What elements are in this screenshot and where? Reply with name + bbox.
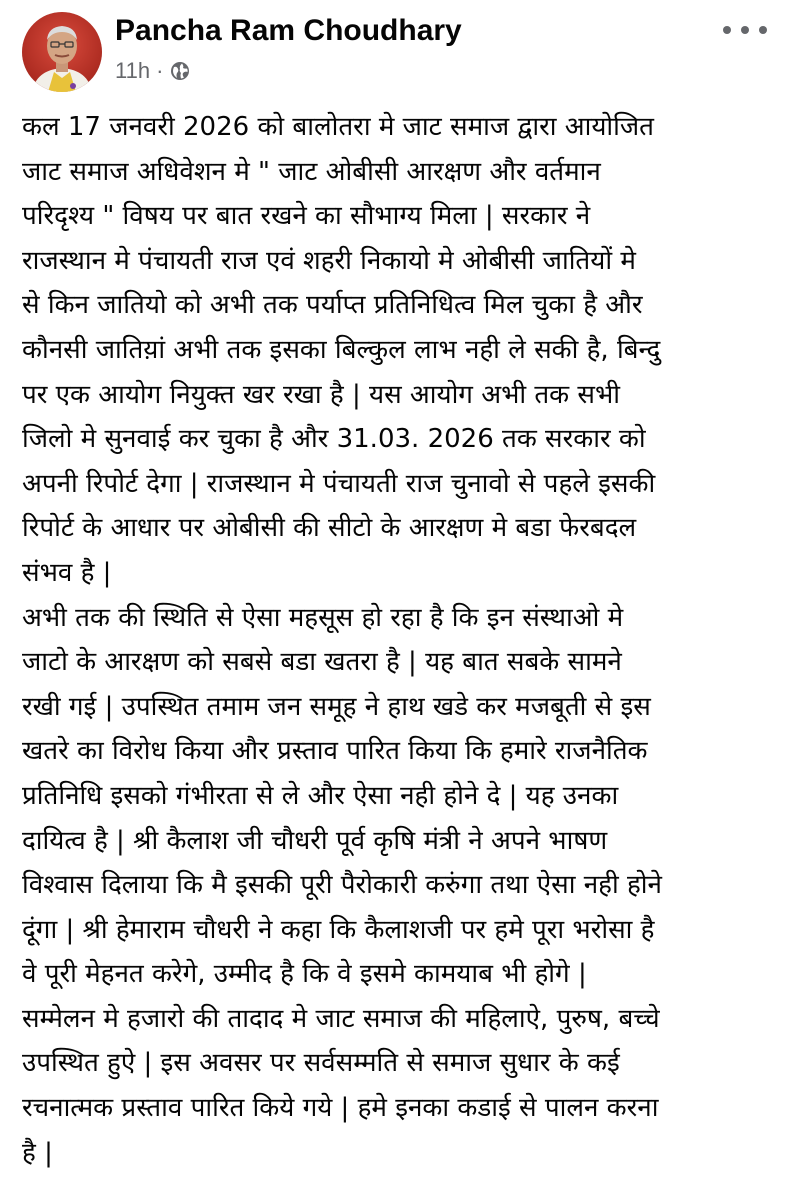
meta-separator: · [156, 58, 164, 83]
more-options-button[interactable] [723, 18, 767, 42]
avatar-image [22, 12, 102, 92]
post-text [22, 105, 767, 1175]
author-name[interactable]: Pancha Ram Choudhary [115, 14, 462, 47]
post-timestamp[interactable]: 11h [115, 58, 151, 83]
more-horizontal-icon [723, 26, 731, 34]
post-meta [115, 56, 190, 86]
post-paragraph: कल 17 जनवरी 2026 को बालोतरा मे जाट समाज द्वारा आयोजित जाट समाज अधिवेशन मे " जाट ओबीसी आरक्षण और वर्तमान परिदृश्य " विषय पर बात रखने का सौभाग्य मिला | सरकार ने राजस्थान मे पंचायती राज एवं शहरी निकायो मे ओबीसी जातियों मे से किन जातियो को अभी तक पर्याप्त प्रतिनिधित्व मिल चुका है और कौनसी जातिय़ां अभी तक इसका बिल्कुल लाभ नही ले सकी है, बिन्दु पर एक आयोग नियुक्त खर रखा है | यस आयोग अभी तक सभी जिलो मे सुनवाई कर चुका है और 31.03. 2026 तक सरकार को अपनी रिपोर्ट देगा | राजस्थान मे पंचायती राज चुनावो से पहले इसकी रिपोर्ट के आधार पर ओबीसी की सीटो के आरक्षण मे बडा फेरबदल संभव है | [22, 112, 661, 588]
globe-icon[interactable] [170, 61, 190, 81]
author-avatar[interactable] [22, 12, 102, 92]
post-header [0, 0, 785, 100]
post-paragraph: अभी तक की स्थिति से ऐसा महसूस हो रहा है कि इन संस्थाओ मे जाटो के आरक्षण को सबसे बडा खतरा है | यह बात सबके सामने रखी गई | उपस्थित तमाम जन समूह ने हाथ खडे कर मजबूती से इस खतरे का विरोध किया और प्रस्ताव पारित किया कि हमारे राजनैतिक प्रतिनिधि इसको गंभीरता से ले और ऐसा नही होने दे | यह उनका दायित्व है | श्री कैलाश जी चौधरी पूर्व कृषि मंत्री ने अपने भाषण विश्वास दिलाया कि मै इसकी पूरी पैरोकारी करुंगा तथा ऐसा नही होने दूंगा | श्री हेमाराम चौधरी ने कहा कि कैलाशजी पर हमे पूरा भरोसा है वे पूरी मेहनत करेगे, उम्मीद है कि वे इसमे कामयाब भी होगे | सम्मेलन मे हजारो की तादाद मे जाट समाज की महिलाऐ, पुरुष, बच्चे उपस्थित हुऐ | इस अवसर पर सर्वसम्मति से समाज सुधार के कई रचनात्मक प्रस्ताव पारित किये गये | हमे इनका कडाई से पालन करना है | [22, 602, 662, 1168]
